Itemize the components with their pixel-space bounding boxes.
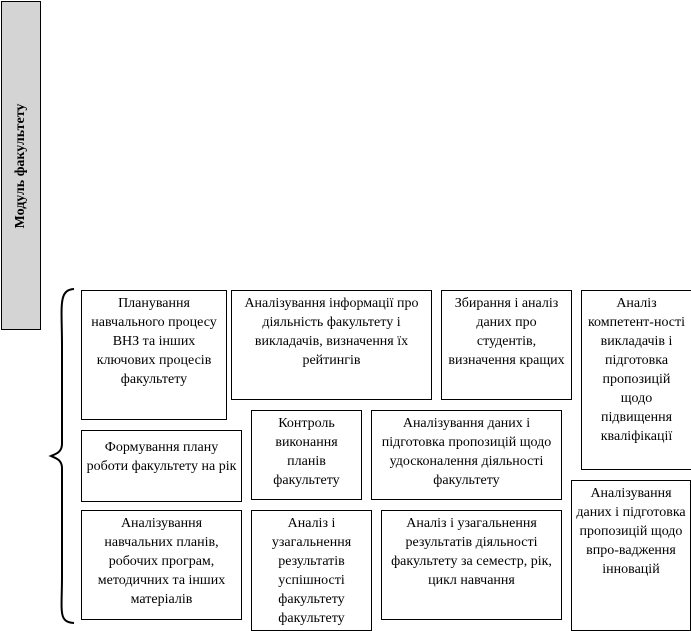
box-student-data-text: Збирання і аналіз даних про студентів, визначення кращих xyxy=(448,296,565,368)
box-plan-control xyxy=(251,410,362,500)
box-planning xyxy=(81,290,227,420)
box-innovation-proposals xyxy=(571,480,691,631)
box-curricula-analysis xyxy=(81,510,242,620)
box-student-data xyxy=(441,290,572,400)
box-planning-text: Планування навчального процесу ВНЗ та інших ключових процесів факультету xyxy=(91,296,217,387)
box-improvement-proposals-text: Аналізування даних і підготовка пропозицій щодо удосконалення діяльності факультету xyxy=(381,416,552,488)
box-plan-control-text: Контроль виконання планів факультету xyxy=(273,416,340,488)
box-results-summary-text: Аналіз і узагальнення результатів діяльності факультету за семестр, рік, цикл навчання xyxy=(391,516,552,588)
module-title: Модуль факультету xyxy=(13,103,28,228)
box-annual-plan xyxy=(81,430,242,502)
box-curricula-analysis-text: Аналізування навчальних планів, робочих програм, методичних та інших матеріалів xyxy=(97,516,226,607)
curly-brace-icon xyxy=(46,286,80,626)
module-title-box xyxy=(1,1,41,330)
box-info-analysis xyxy=(231,290,432,400)
box-results-summary xyxy=(381,510,562,620)
box-annual-plan-text: Формування плану роботи факультету на рік xyxy=(86,440,237,474)
box-innovation-proposals-text: Аналізування даних і підготовка пропозицій щодо впро-вадження інновацій xyxy=(576,486,686,577)
box-performance-analysis xyxy=(251,510,372,631)
box-competence-analysis xyxy=(581,290,691,470)
box-competence-analysis-text: Аналіз компетент-ності викладачів і підготовка пропозицій щодо підвищення кваліфікації xyxy=(587,296,686,444)
box-performance-analysis-text: Аналіз і узагальнення результатів успішності факультету факультету xyxy=(271,516,352,626)
box-improvement-proposals xyxy=(371,410,562,500)
box-info-analysis-text: Аналізування інформації про діяльність факультету і викладачів, визначення їх рейтингів xyxy=(244,296,419,368)
